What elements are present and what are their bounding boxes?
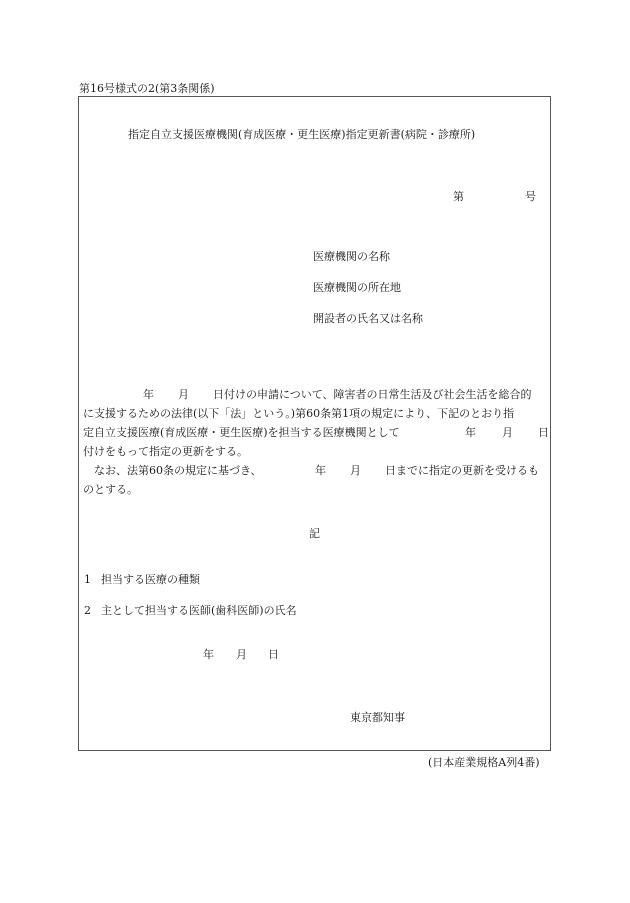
body-year-5: 年 bbox=[315, 464, 326, 477]
document-title: 指定自立支援医療機関(育成医療・更生医療)指定更新書(病院・診療所) bbox=[128, 128, 476, 141]
body-month-5: 月 bbox=[350, 464, 361, 477]
field-institution-address: 医療機関の所在地 bbox=[313, 281, 401, 294]
body-line-1: 日付けの申請について、障害者の日常生活及び社会生活を総合的 bbox=[213, 388, 532, 401]
item-1-number: 1 bbox=[84, 573, 91, 586]
date-year: 年 bbox=[203, 648, 214, 661]
body-day-3: 日 bbox=[538, 426, 549, 439]
number-suffix: 号 bbox=[525, 190, 536, 203]
form-frame bbox=[78, 96, 551, 751]
field-founder-name: 開設者の氏名又は名称 bbox=[313, 312, 423, 325]
item-2-label: 主として担当する医師(歯科医師)の氏名 bbox=[101, 604, 297, 617]
body-line-5: なお、法第60条の規定に基づき、 bbox=[94, 464, 262, 477]
form-number: 第16号様式の2(第3条関係) bbox=[79, 82, 215, 95]
body-line-5-rest: 日までに指定の更新を受けるも bbox=[385, 464, 539, 477]
item-2-number: 2 bbox=[84, 604, 91, 617]
issuer: 東京都知事 bbox=[350, 711, 405, 724]
date-day: 日 bbox=[268, 648, 279, 661]
field-institution-name: 医療機関の名称 bbox=[313, 250, 390, 263]
body-line-4: 付けをもって指定の更新をする。 bbox=[83, 445, 248, 458]
item-1-label: 担当する医療の種類 bbox=[101, 573, 200, 586]
ki-heading: 記 bbox=[309, 527, 320, 540]
paper-size-note: (日本産業規格A列4番) bbox=[428, 756, 540, 769]
body-line-2: に支援するための法律(以下「法」という。)第60条第1項の規定により、下記のとおり指 bbox=[83, 407, 515, 420]
date-month: 月 bbox=[236, 648, 247, 661]
body-month-1: 月 bbox=[178, 388, 189, 401]
body-year-3: 年 bbox=[465, 426, 476, 439]
body-month-3: 月 bbox=[502, 426, 513, 439]
number-prefix: 第 bbox=[453, 190, 464, 203]
body-line-6: のとする。 bbox=[83, 483, 138, 496]
body-line-3: 定自立支援医療(育成医療・更生医療)を担当する医療機関として bbox=[83, 426, 400, 439]
body-year-1: 年 bbox=[143, 388, 154, 401]
